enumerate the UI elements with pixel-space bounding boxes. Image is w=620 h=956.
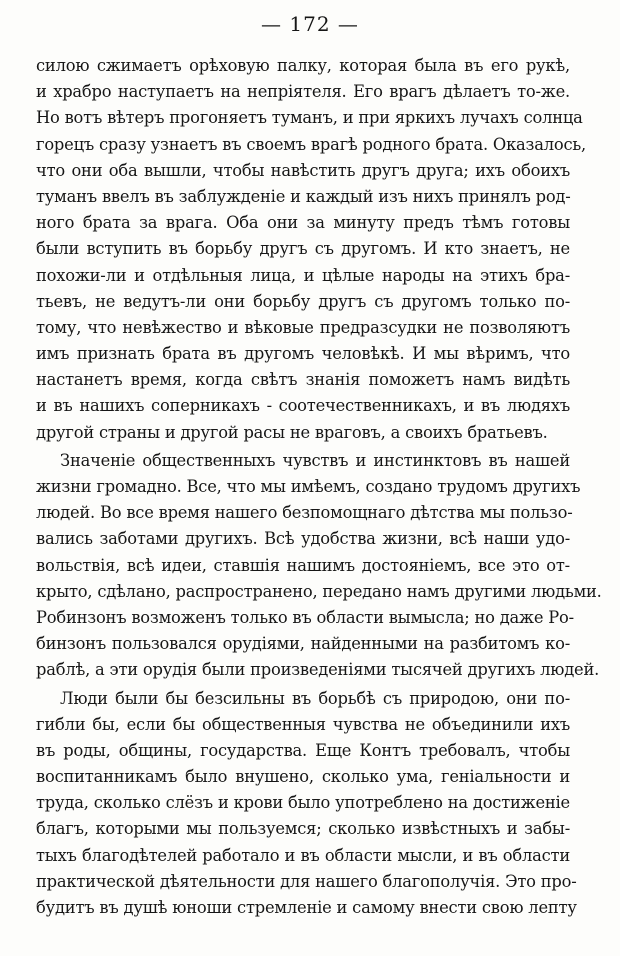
text-line: раблѣ, а эти орудія были произведеніями тысячей другихъ людей. <box>36 660 600 680</box>
paragraph-3 <box>36 686 577 922</box>
text-line: ного брата за врага. Оба они за минуту предъ тѣмъ готовы <box>36 213 570 233</box>
page-body-text <box>36 53 602 921</box>
text-line: практической дѣятельности для нашего благополучія. Это про- <box>36 871 577 891</box>
text-line: жизни громадно. Все, что мы имѣемъ, создано трудомъ другихъ <box>36 477 581 496</box>
text-line: и храбро наступаетъ на непріятеля. Его врагъ дѣлаетъ то-же. <box>36 82 570 102</box>
text-line: настанетъ время, когда свѣтъ знанія поможетъ намъ видѣть <box>36 370 570 390</box>
text-line: благъ, которыми мы пользуемся; сколько извѣстныхъ и забы- <box>36 819 570 839</box>
text-line: тому, что невѣжество и вѣковые предразсудки не позволяютъ <box>36 317 570 337</box>
text-line: и въ нашихъ соперникахъ - соотечественникахъ, и въ людяхъ <box>36 396 570 416</box>
text-line: крыто, сдѣлано, распространено, передано намъ другими людьми. <box>36 581 602 601</box>
page-number: — 172 — <box>261 12 359 36</box>
text-line: гибли бы, если бы общественныя чувства не объединили ихъ <box>36 714 570 734</box>
text-line: Люди были бы безсильны въ борьбѣ съ природою, они по- <box>60 688 570 708</box>
text-line: въ роды, общины, государства. Еще Контъ требовалъ, чтобы <box>36 740 570 760</box>
text-line: людей. Во все время нашего безпомощнаго дѣтства мы пользо- <box>36 503 573 523</box>
text-line: горецъ сразу узнаетъ въ своемъ врагѣ родного брата. Оказалось, <box>36 134 587 154</box>
text-line: вольствія, всѣ идеи, ставшія нашимъ достояніемъ, все это от- <box>36 555 570 575</box>
text-line: тыхъ благодѣтелей работало и въ области мысли, и въ области <box>36 845 570 865</box>
text-line: будитъ въ душѣ юноши стремленіе и самому внести свою лепту <box>36 898 577 917</box>
paragraph-2 <box>36 448 602 684</box>
text-line: Значеніе общественныхъ чувствъ и инстинктовъ въ нашей <box>60 450 570 470</box>
text-line: что они оба вышли, чтобы навѣстить другъ друга; ихъ обоихъ <box>36 160 570 180</box>
text-line: силою сжимаетъ орѣховую палку, которая была въ его рукѣ, <box>36 56 570 75</box>
text-line: труда, сколько слёзъ и крови было употреблено на достиженіе <box>36 793 570 813</box>
text-line: Но вотъ вѣтеръ прогоняетъ туманъ, и при яркихъ лучахъ солнца <box>36 108 583 128</box>
text-line: имъ признать брата въ другомъ человѣкѣ. И мы вѣримъ, что <box>36 344 570 364</box>
text-line: тьевъ, не ведутъ-ли они борьбу другъ съ другомъ только по- <box>36 291 570 311</box>
text-line: туманъ ввелъ въ заблужденіе и каждый изъ нихъ принялъ род- <box>36 186 571 206</box>
text-line: были вступить въ борьбу другъ съ другомъ. И кто знаетъ, не <box>36 239 570 259</box>
text-line: другой страны и другой расы не враговъ, а своихъ братьевъ. <box>36 422 548 442</box>
text-line: похожи-ли и отдѣльныя лица, и цѣлые народы на этихъ бра- <box>36 265 570 285</box>
text-line: Робинзонъ возможенъ только въ области вымысла; но даже Ро- <box>36 607 574 627</box>
text-line: вались заботами другихъ. Всѣ удобства жизни, всѣ наши удо- <box>36 529 570 549</box>
text-line: воспитанникамъ было внушено, сколько ума, геніальности и <box>36 767 570 787</box>
text-line: бинзонъ пользовался орудіями, найденными на разбитомъ ко- <box>36 634 570 654</box>
paragraph-1 <box>36 53 587 446</box>
